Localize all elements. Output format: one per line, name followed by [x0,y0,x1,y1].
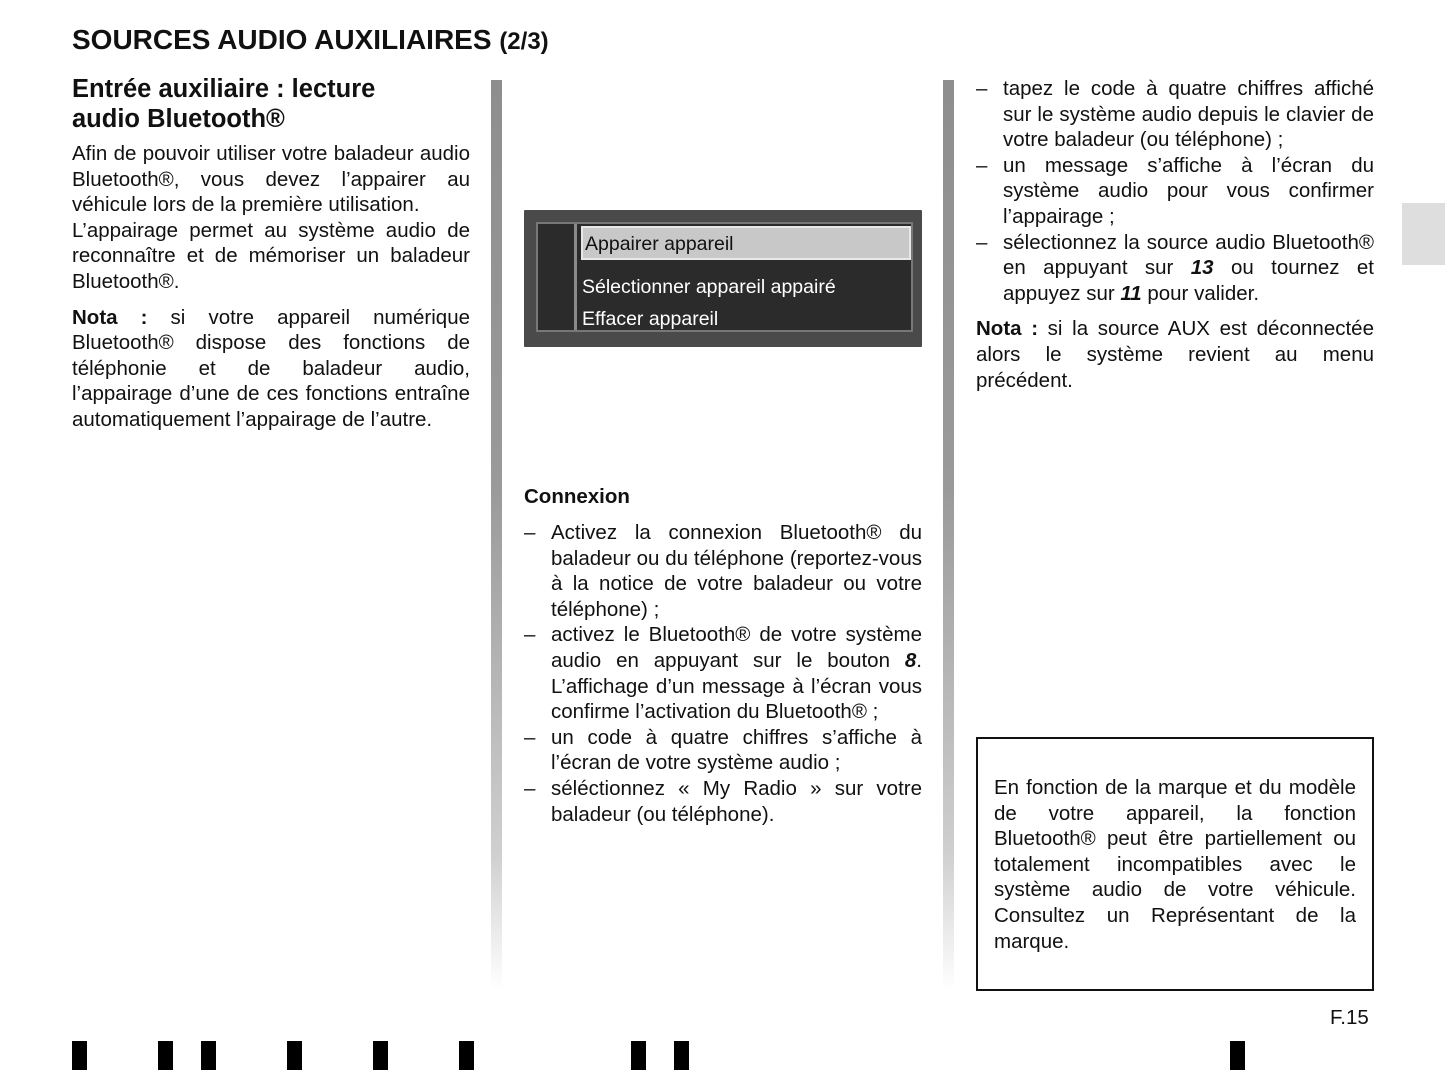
button-reference: 8 [904,648,917,672]
connection-steps-continued [976,76,1374,306]
menu-item-delete-device[interactable]: Effacer appareil [582,308,719,330]
section-heading-line2: audio Bluetooth® [72,105,285,133]
list-item [976,230,1374,307]
audio-system-screen [524,210,922,347]
column-middle [524,484,922,827]
section-heading-line1: Entrée auxiliaire : lecture [72,75,376,103]
compatibility-notice-text: En fonction de la marque et du modèle de votre appareil, la fonction Bluetooth® peut être partiellement ou totalement incompatibles avec le système audio de votre véhicule. Consultez un Représentant de la marque. [994,776,1356,953]
column-left [72,74,470,443]
page-number: F.15 [1330,1006,1369,1029]
crop-mark [287,1041,302,1070]
column-right [976,76,1374,403]
menu-item-pair-device[interactable]: Appairer appareil [581,226,911,260]
page-part-indicator: (2/3) [499,28,549,55]
list-item: – séléctionnez « My Radio » sur votre baladeur (ou téléphone). [524,776,922,827]
list-item: – un message s’affiche à l’écran du système audio pour vous confirmer l’appairage ; [976,153,1374,230]
section-heading [72,74,470,134]
button-reference: 13 [1190,256,1214,280]
screen-side-bar [538,224,577,330]
list-item-text: sélectionnez la source audio Bluetooth® en appuyant sur [1003,230,1374,280]
chapter-tab-marker [1402,203,1445,265]
note-paragraph [72,305,470,433]
note-text: si votre appareil numérique Bluetooth® dispose des fonctions de téléphonie et de baladeur audio, l’appairage d’une de ces fonctions entraîne automatiquement l’appairage de l’autre. [72,305,470,431]
screen-menu [536,222,913,332]
page-title [72,24,549,56]
intro-paragraph: Afin de pouvoir utiliser votre baladeur audio Bluetooth®, vous devez l’appairer au véhicule lors de la première utilisation. [72,142,470,217]
compatibility-notice-box [976,737,1374,991]
note-paragraph [976,316,1374,393]
connection-heading: Connexion [524,485,630,508]
list-item [524,622,922,724]
crop-mark [201,1041,216,1070]
list-item: – tapez le code à quatre chiffres affiché sur le système audio depuis le clavier de votre baladeur (ou téléphone) ; [976,76,1374,153]
list-item-text: . L’affichage d’un message à l’écran vous confirme l’activation du Bluetooth® ; [551,648,922,724]
crop-mark [158,1041,173,1070]
crop-mark [72,1041,87,1070]
note-label: Nota : [72,305,148,329]
list-item-text: pour valider. [1141,281,1260,305]
note-label: Nota : [976,317,1039,341]
crop-mark [631,1041,646,1070]
column-separator-2 [943,80,954,990]
note-text: si la source AUX est déconnectée alors le système revient au menu précédent. [976,317,1374,392]
connection-steps [524,520,922,827]
menu-item-select-paired-device[interactable]: Sélectionner appareil appairé [582,276,836,298]
crop-mark [1230,1041,1245,1070]
page-title-text: SOURCES AUDIO AUXILIAIRES [72,24,492,55]
column-separator-1 [491,80,502,990]
list-item-text: activez le Bluetooth® de votre système audio en appuyant sur le bouton [551,623,922,672]
pairing-paragraph: L’appairage permet au système audio de reconnaître et de mémoriser un baladeur Bluetooth®. [72,218,470,293]
list-item: – Activez la connexion Bluetooth® du baladeur ou du téléphone (reportez-vous à la notice de votre baladeur ou votre téléphone) ; [524,520,922,622]
list-item-text: ou tournez et appuyez sur [1003,256,1374,305]
button-reference: 11 [1120,281,1142,305]
list-item: – un code à quatre chiffres s’affiche à l’écran de votre système audio ; [524,725,922,776]
crop-mark [674,1041,689,1070]
crop-mark [373,1041,388,1070]
crop-mark [459,1041,474,1070]
